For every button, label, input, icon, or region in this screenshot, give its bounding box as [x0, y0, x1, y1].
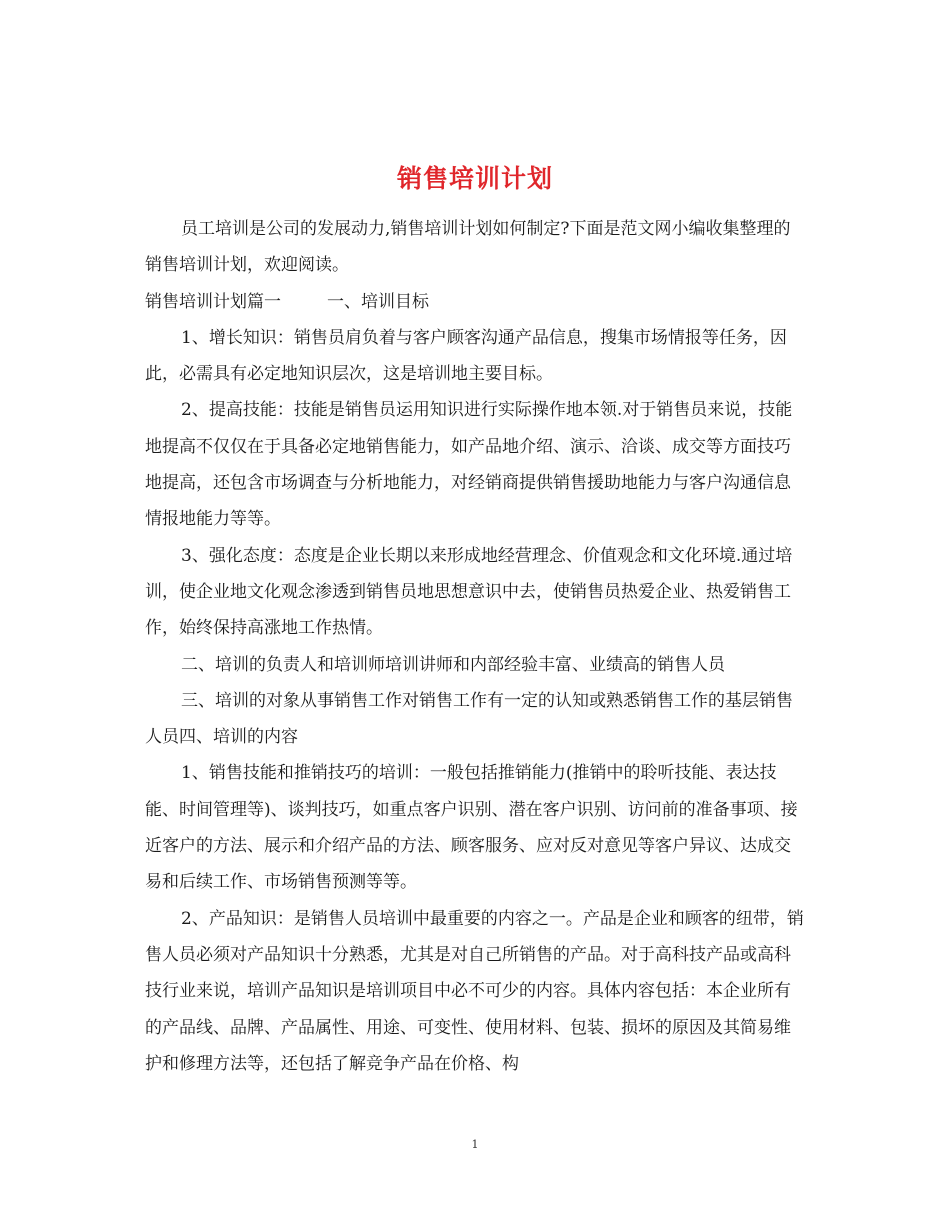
paragraph-skills: 2、提高技能：技能是销售员运用知识进行实际操作地本领.对于销售员来说，技能地提高不仅仅在于具备必定地销售能力，如产品地介绍、演示、洽谈、成交等方面技巧地提高，还包含市场调查与分析地能力，对经销商提供销售援助地能力与客户沟通信息情报地能力等等。 — [145, 400, 793, 530]
paragraph-sales-skills: 1、销售技能和推销技巧的培训：一般包括推销能力(推销中的聆听技能、表达技能、时间管理等)、谈判技巧，如重点客户识别、潜在客户识别、访问前的准备事项、接近客户的方法、展示和介绍产品的方法、顾客服务、应对反对意见等客户异议、达成交易和后续工作、市场销售预测等等。 — [145, 763, 798, 893]
paragraph-product-knowledge: 2、产品知识：是销售人员培训中最重要的内容之一。产品是企业和顾客的纽带，销售人员必须对产品知识十分熟悉，尤其是对自己所销售的产品。对于高科技产品或高科技行业来说，培训产品知识是培训项目中必不可少的内容。具体内容包括：本企业所有的产品线、品牌、产品属性、用途、可变性、使用材料、包装、损坏的原因及其简易维护和修理方法等，还包括了解竞争产品在价格、构 — [145, 908, 804, 1074]
paragraph-trainees: 三、培训的对象从事销售工作对销售工作有一定的认知或熟悉销售工作的基层销售人员四、培训的内容 — [145, 690, 793, 748]
section-heading-line — [145, 284, 807, 320]
document-body — [145, 211, 807, 1082]
paragraph-knowledge: 1、增长知识：销售员肩负着与客户顾客沟通产品信息，搜集市场情报等任务，因此，必需具有必定地知识层次，这是培训地主要目标。 — [145, 327, 787, 385]
page-number: 1 — [471, 1138, 479, 1151]
section-heading: 销售培训计划篇一 — [145, 291, 281, 312]
paragraph-attitude: 3、强化态度：态度是企业长期以来形成地经营理念、价值观念和文化环境.通过培训，使企业地文化观念渗透到销售员地思想意识中去，使销售员热爱企业、热爱销售工作，始终保持高涨地工作热情。 — [145, 545, 793, 639]
document-title: 销售培训计划 — [396, 163, 553, 193]
subsection-heading: 一、培训目标 — [327, 291, 429, 312]
paragraph-trainers: 二、培训的负责人和培训师培训讲师和内部经验丰富、业绩高的销售人员 — [181, 654, 725, 675]
paragraph-intro: 员工培训是公司的发展动力,销售培训计划如何制定?下面是范文网小编收集整理的销售培训计划，欢迎阅读。 — [145, 219, 791, 276]
